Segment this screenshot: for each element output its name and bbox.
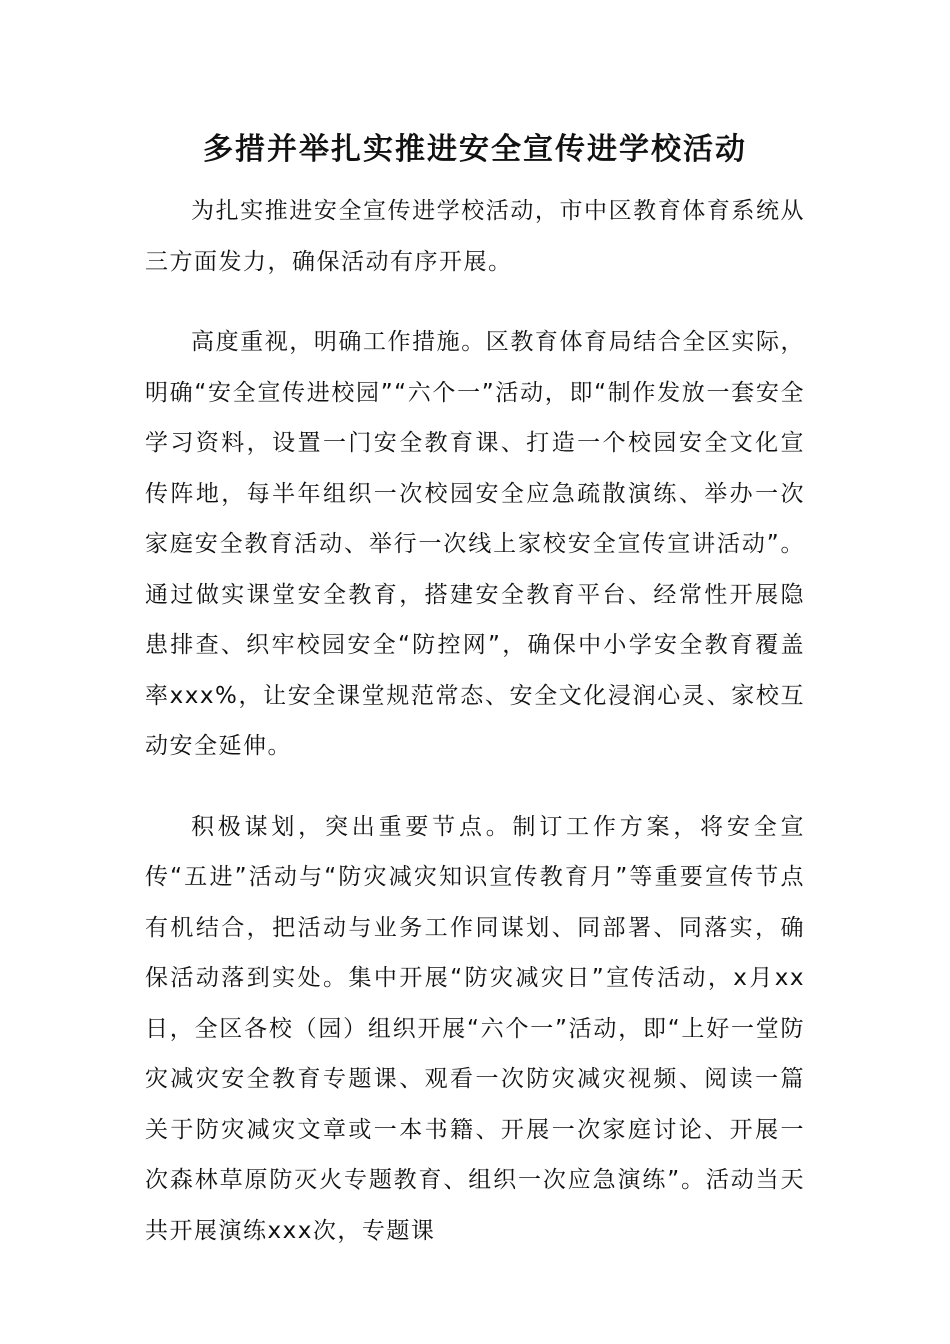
document-body (145, 186, 805, 1286)
paragraph-planning: 积极谋划，突出重要节点。制订工作方案，将安全宣传“五进”活动与“防灾减灾知识宣传教育月”等重要宣传节点有机结合，把活动与业务工作同谋划、同部署、同落实，确保活动落到实处。集中开展“防灾减灾日”宣传活动，x月xx日，全区各校（园）组织开展“六个一”活动，即“上好一堂防灾减灾安全教育专题课、观看一次防灾减灾视频、阅读一篇关于防灾减灾文章或一本书籍、开展一次家庭讨论、开展一次森林草原防灭火专题教育、组织一次应急演练”。活动当天共开展演练xxx次，专题课 (145, 813, 805, 1244)
paragraph-intro: 为扎实推进安全宣传进学校活动，市中区教育体育系统从三方面发力，确保活动有序开展。 (145, 198, 805, 275)
document-title: 多措并举扎实推进安全宣传进学校活动 (203, 132, 747, 167)
paragraph-measures: 高度重视，明确工作措施。区教育体育局结合全区实际，明确“安全宣传进校园”“六个一”活动，即“制作发放一套安全学习资料，设置一门安全教育课、打造一个校园安全文化宣传阵地，每半年组织一次校园安全应急疏散演练、举办一次家庭安全教育活动、举行一次线上家校安全宣传宣讲活动”。通过做实课堂安全教育，搭建安全教育平台、经常性开展隐患排查、织牢校园安全“防控网”，确保中小学安全教育覆盖率xxx%，让安全课堂规范常态、安全文化浸润心灵、家校互动安全延伸。 (145, 329, 805, 759)
